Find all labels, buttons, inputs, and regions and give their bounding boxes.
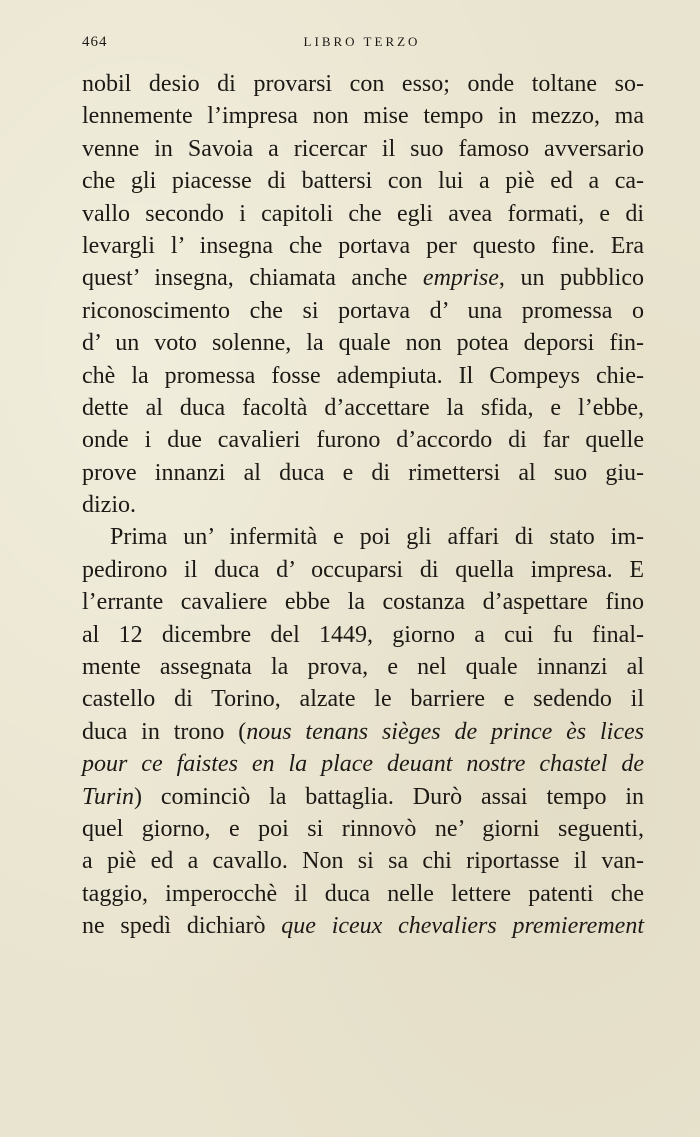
chapter-title: LIBRO TERZO xyxy=(303,34,421,49)
text-line: che gli piacesse di battersi con lui a piè ed a ca- xyxy=(82,168,644,195)
text-line: quel giorno, e poi si rinnovò ne’ giorni seguenti, xyxy=(82,815,644,842)
text-run: , un pubblico xyxy=(498,265,644,292)
text-line xyxy=(82,748,644,780)
text-run: ) cominciò la battaglia. Durò assai tempo in xyxy=(134,783,644,810)
text-line: chè la promessa fosse adempiuta. Il Compeys chie- xyxy=(82,362,644,389)
paragraph xyxy=(82,521,644,942)
text-run: duca in trono ( xyxy=(82,718,247,745)
text-line: l’errante cavaliere ebbe la costanza d’aspettare fino xyxy=(82,589,644,616)
text-line: prove innanzi al duca e di rimettersi al suo giu- xyxy=(82,459,644,486)
text-run: ne spedì dichiarò xyxy=(82,913,282,940)
text-line: dizio. xyxy=(82,492,136,519)
text-line xyxy=(82,781,644,813)
text-line: vallo secondo i capitoli che egli avea formati, e di xyxy=(82,200,644,227)
italic-text: pour ce faistes en la place deuant nostre chastel de xyxy=(82,751,644,778)
text-line: lennemente l’impresa non mise tempo in mezzo, ma xyxy=(82,103,644,130)
text-line xyxy=(82,716,644,748)
italic-text: nous tenans sièges de prince ès lices xyxy=(246,718,644,745)
text-line: al 12 dicembre del 1449, giorno a cui fu final- xyxy=(82,621,644,648)
text-line xyxy=(82,910,644,942)
text-line: nobil desio di provarsi con esso; onde toltane so- xyxy=(82,71,644,97)
running-head xyxy=(82,34,642,54)
text-line: levargli l’ insegna che portava per questo fine. Era xyxy=(82,232,644,259)
paragraph xyxy=(82,68,644,521)
body-text xyxy=(82,68,644,943)
text-line: a piè ed a cavallo. Non si sa chi riportasse il van- xyxy=(82,848,644,875)
text-line: castello di Torino, alzate le barriere e sedendo il xyxy=(82,686,644,713)
text-line: taggio, imperocchè il duca nelle lettere patenti che xyxy=(82,880,644,907)
page-number: 464 xyxy=(82,34,108,50)
italic-text: Turin xyxy=(82,783,135,810)
text-line: d’ un voto solenne, la quale non potea deporsi fin- xyxy=(82,330,644,357)
text-line: mente assegnata la prova, e nel quale innanzi al xyxy=(82,654,644,681)
text-line: riconoscimento che si portava d’ una promessa o xyxy=(82,297,644,324)
text-line: onde i due cavalieri furono d’accordo di far quelle xyxy=(82,427,644,454)
text-line: dette al duca facoltà d’accettare la sfida, e l’ebbe, xyxy=(82,394,644,421)
text-line: Prima un’ infermità e poi gli affari di stato im- xyxy=(110,524,644,551)
italic-text: emprise xyxy=(422,265,499,292)
text-run: quest’ insegna, chiamata anche xyxy=(82,265,423,292)
text-line: pedirono il duca d’ occuparsi di quella impresa. E xyxy=(82,556,644,583)
text-line xyxy=(82,262,644,294)
text-line: venne in Savoia a ricercar il suo famoso avversario xyxy=(82,135,644,162)
italic-text: que iceux chevaliers premierement xyxy=(281,913,644,940)
